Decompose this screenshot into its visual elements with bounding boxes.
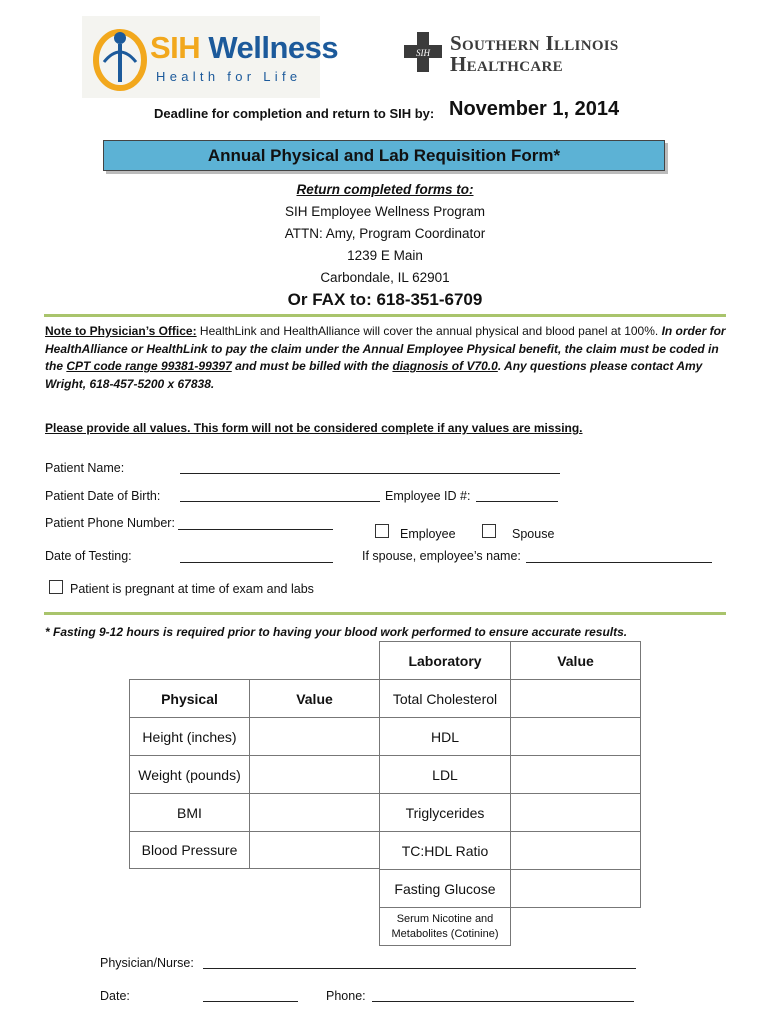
phone-field[interactable]: [178, 529, 333, 530]
lab-row-label: Serum Nicotine and Metabolites (Cotinine): [379, 907, 511, 946]
southern-illinois-healthcare-logo: [400, 28, 650, 78]
hdl-value-cell[interactable]: [510, 717, 641, 756]
lab-row-label: LDL: [379, 755, 511, 794]
deadline-date: November 1, 2014: [449, 98, 620, 120]
triglycerides-value-cell[interactable]: [510, 793, 641, 832]
date-field[interactable]: [203, 1001, 298, 1002]
total-cholesterol-value-cell[interactable]: [510, 679, 641, 718]
logo-shc-line1: Southern Illinois: [450, 31, 619, 55]
phone-footer-label: Phone:: [326, 989, 366, 1003]
physical-row-label: Weight (pounds): [129, 755, 250, 794]
physician-field[interactable]: [203, 968, 636, 969]
phone-label: Patient Phone Number:: [45, 516, 175, 530]
patient-name-field[interactable]: [180, 473, 560, 474]
logo-wellness-text: Wellness: [208, 30, 339, 65]
note-italic-text-2: and must be billed with the: [231, 359, 393, 374]
spouse-name-label: If spouse, employee’s name:: [362, 549, 521, 563]
spouse-option-label: Spouse: [512, 527, 555, 541]
lab-table: [379, 641, 641, 946]
return-heading: Return completed forms to:: [296, 182, 474, 197]
physician-note: [45, 323, 730, 393]
employee-id-field[interactable]: [476, 501, 558, 502]
lab-row-label: Triglycerides: [379, 793, 511, 832]
lab-value-header: Value: [510, 641, 641, 680]
dob-field[interactable]: [180, 501, 380, 502]
lab-row-label: Total Cholesterol: [379, 679, 511, 718]
healthcare-cross-icon: [404, 32, 442, 72]
pregnant-checkbox[interactable]: [49, 580, 63, 594]
physician-label: Physician/Nurse:: [100, 956, 194, 970]
weight-value-cell[interactable]: [249, 755, 380, 794]
physical-row-label: Height (inches): [129, 717, 250, 756]
note-cpt-range: CPT code range 99381-99397: [66, 359, 232, 374]
logo-shc-line2: Healthcare: [450, 52, 563, 76]
fasting-glucose-value-cell[interactable]: [510, 869, 641, 908]
sih-wellness-logo: [82, 16, 339, 98]
spouse-name-field[interactable]: [526, 562, 712, 563]
return-line-attn: ATTN: Amy, Program Coordinator: [284, 226, 486, 241]
blood-pressure-value-cell[interactable]: [249, 831, 380, 869]
note-label: Note to Physician’s Office:: [45, 324, 197, 338]
return-line-street: 1239 E Main: [347, 248, 423, 263]
testing-date-label: Date of Testing:: [45, 549, 132, 563]
date-label: Date:: [100, 989, 130, 1003]
return-line-city: Carbondale, IL 62901: [320, 270, 450, 285]
testing-date-field[interactable]: [180, 562, 333, 563]
fasting-note: * Fasting 9-12 hours is required prior to having your blood work performed to ensure accurate results.: [45, 625, 628, 639]
physical-row-label: BMI: [129, 793, 250, 832]
phone-footer-field[interactable]: [372, 1001, 634, 1002]
return-address-block: [0, 179, 770, 289]
fax-number: Or FAX to: 618-351-6709: [287, 290, 483, 309]
note-plain-text: HealthLink and HealthAlliance will cover the annual physical and blood panel at 100%.: [196, 324, 662, 338]
patient-name-label: Patient Name:: [45, 461, 125, 475]
physical-table: [129, 679, 380, 869]
wellness-figure-icon: [90, 22, 150, 92]
lab-row-label: HDL: [379, 717, 511, 756]
ldl-value-cell[interactable]: [510, 755, 641, 794]
pregnant-label: Patient is pregnant at time of exam and labs: [70, 582, 314, 596]
deadline-label: Deadline for completion and return to SIH by:: [154, 106, 435, 121]
lab-row-label: Fasting Glucose: [379, 869, 511, 908]
note-italic-text: In order for HealthAlliance or HealthLink to pay the claim under the Annual Employee Physical benefit, the claim must be coded in the: [45, 324, 726, 374]
return-line-program: SIH Employee Wellness Program: [284, 204, 486, 219]
divider-rule: [44, 314, 726, 317]
employee-id-label: Employee ID #:: [385, 489, 471, 503]
note-contact: . Any questions please contact Amy Wright, 618-457-5200 x 67838.: [45, 359, 703, 391]
bmi-value-cell[interactable]: [249, 793, 380, 832]
svg-text:SIH: SIH: [416, 48, 430, 58]
physical-value-header: Value: [249, 679, 380, 718]
divider-rule-2: [44, 612, 726, 615]
tc-hdl-ratio-value-cell[interactable]: [510, 831, 641, 870]
employee-option-label: Employee: [400, 527, 456, 541]
instructions: Please provide all values. This form will not be considered complete if any values are missing.: [45, 421, 583, 435]
physical-header: Physical: [129, 679, 250, 718]
form-title-banner: Annual Physical and Lab Requisition Form*: [103, 140, 665, 171]
logo-sih-text: SIH: [150, 30, 201, 65]
note-diagnosis: diagnosis of V70.0: [392, 359, 498, 374]
spouse-checkbox[interactable]: [482, 524, 496, 538]
physical-row-label: Blood Pressure: [129, 831, 250, 869]
height-value-cell[interactable]: [249, 717, 380, 756]
lab-header: Laboratory: [379, 641, 511, 680]
lab-row-label: TC:HDL Ratio: [379, 831, 511, 870]
employee-checkbox[interactable]: [375, 524, 389, 538]
dob-label: Patient Date of Birth:: [45, 489, 161, 503]
logo-tagline: Health for Life: [156, 69, 302, 84]
